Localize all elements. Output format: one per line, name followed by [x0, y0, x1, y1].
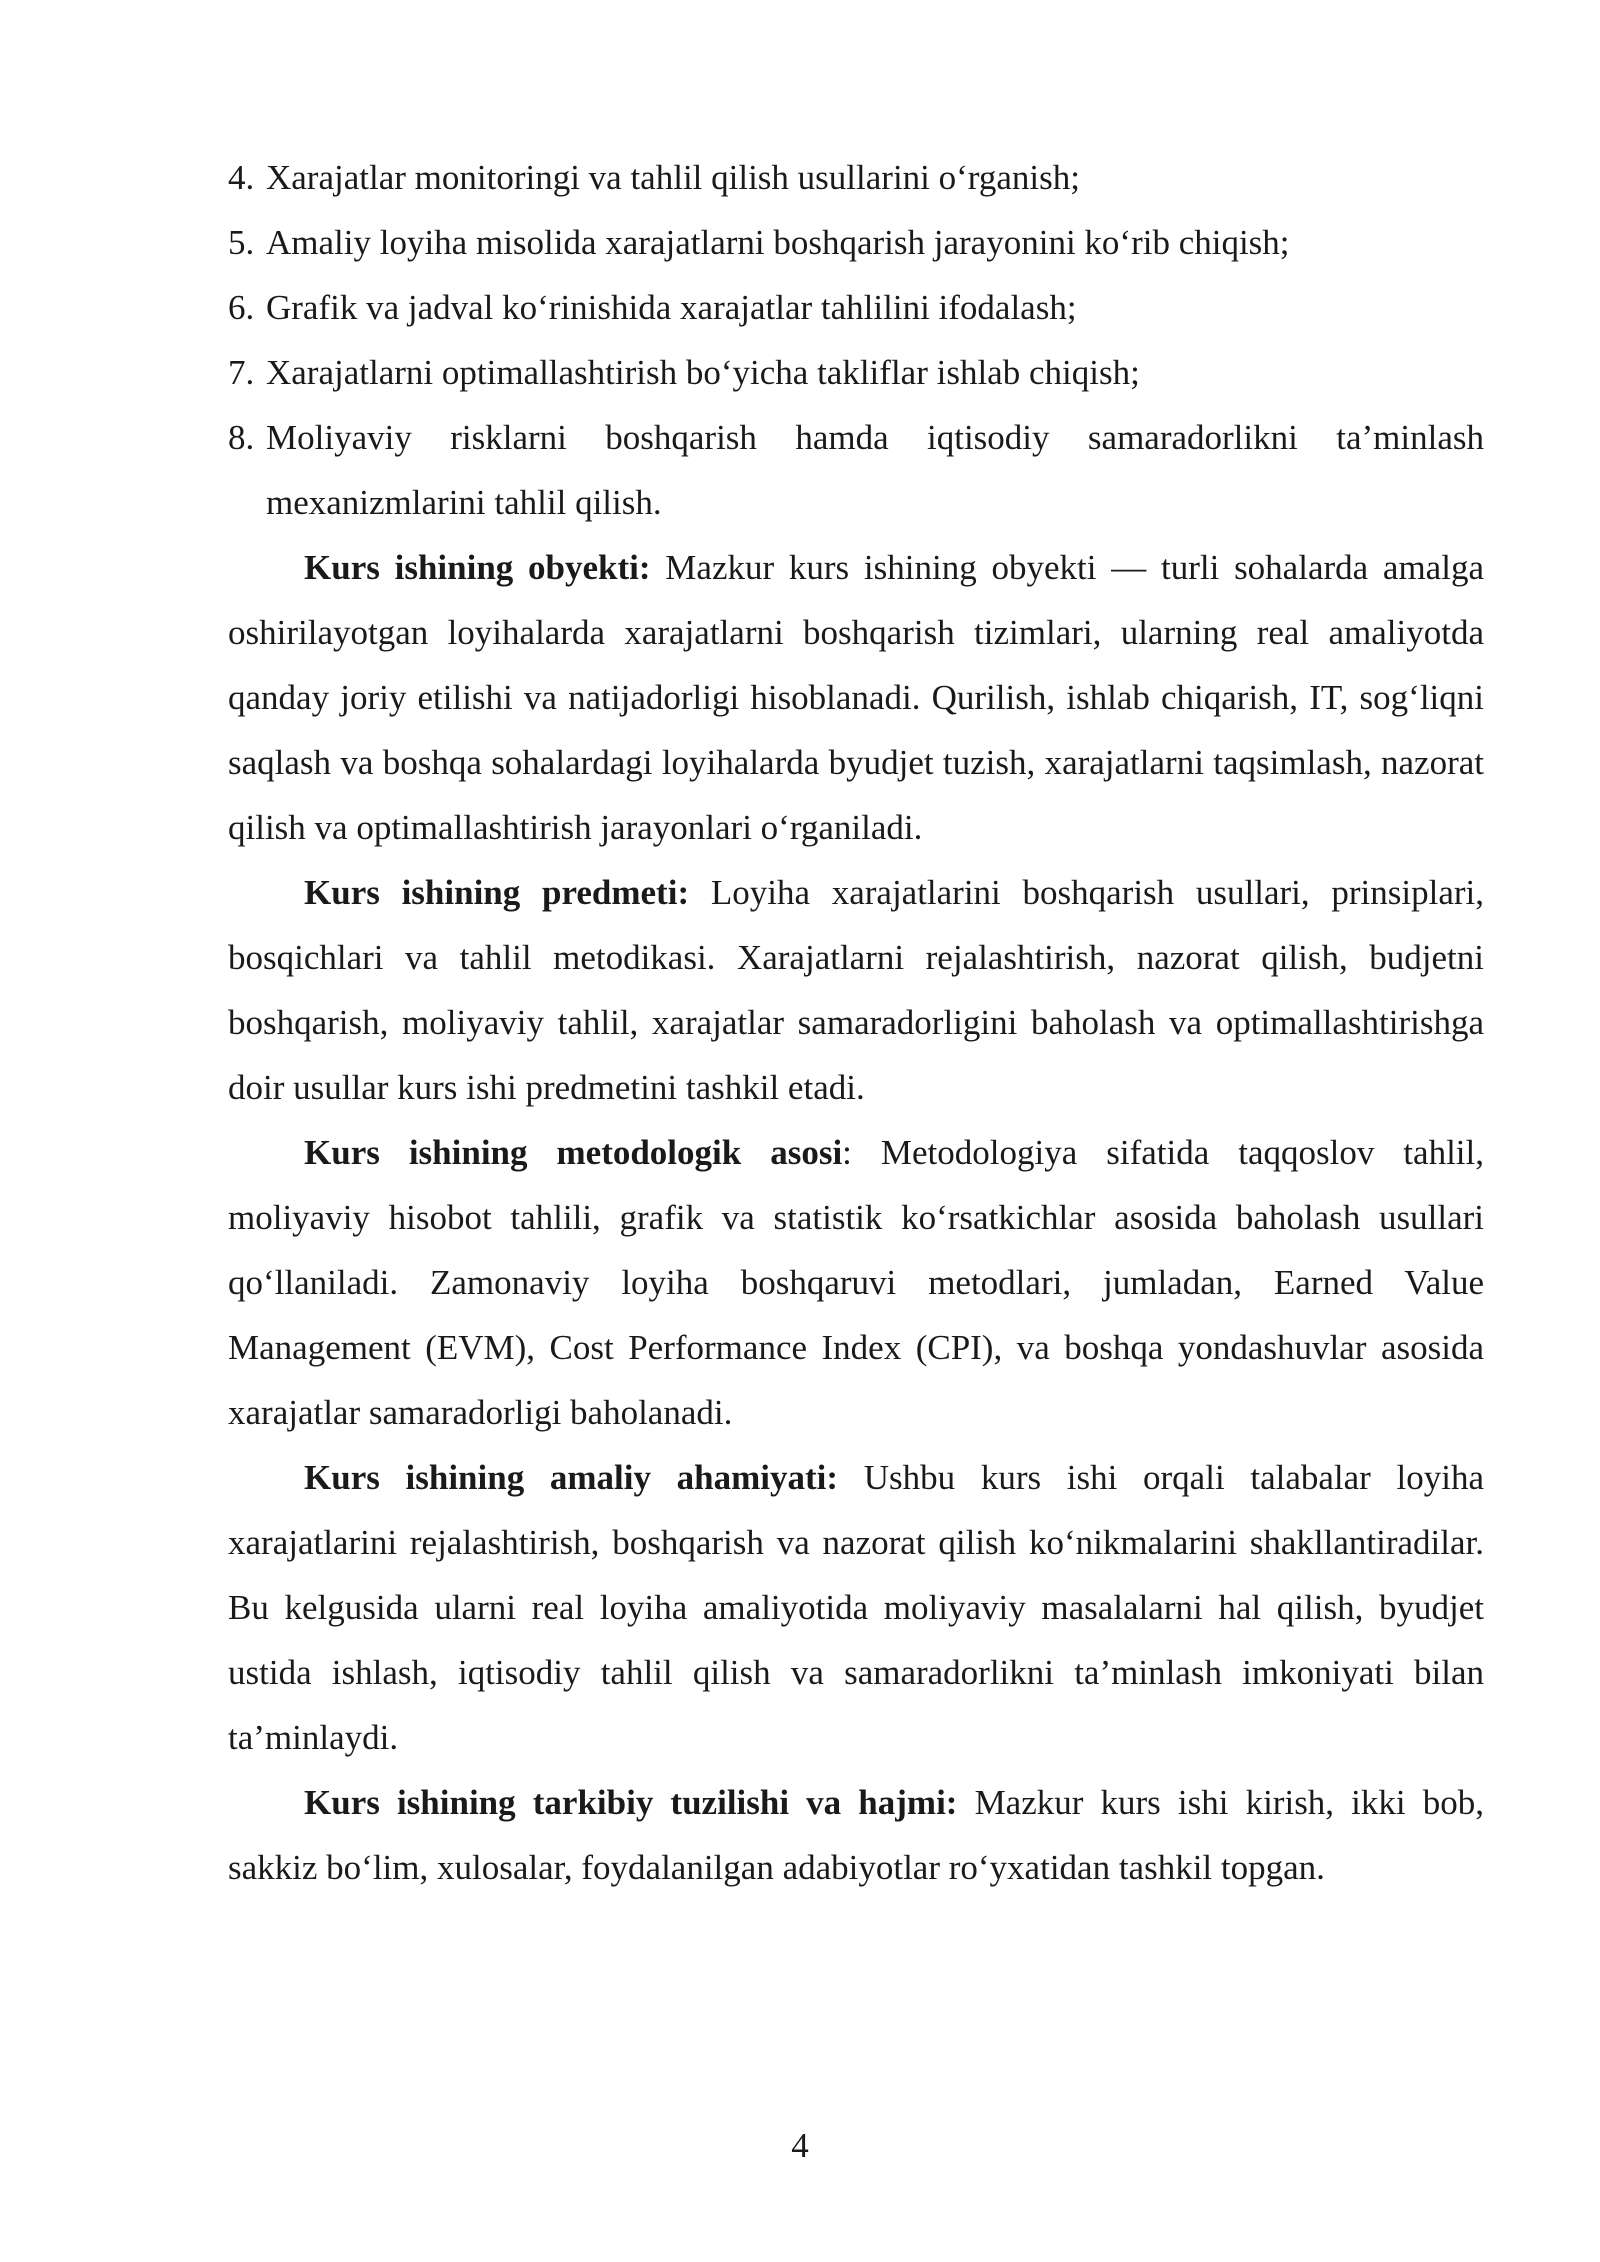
paragraph-heading: Kurs ishining obyekti:: [304, 548, 651, 587]
paragraph-methodology: [228, 1120, 1484, 1445]
list-item: [228, 275, 1484, 340]
paragraph-heading: Kurs ishining tarkibiy tuzilishi va hajmi:: [304, 1783, 958, 1822]
list-item-text: Amaliy loyiha misolida xarajatlarni boshqarish jarayonini ko‘rib chiqish;: [266, 223, 1290, 262]
paragraph-heading: Kurs ishining predmeti:: [304, 873, 690, 912]
list-item: [228, 405, 1484, 535]
list-item-number: 6.: [228, 288, 255, 327]
paragraph-object: [228, 535, 1484, 860]
list-item-text: Xarajatlar monitoringi va tahlil qilish usullarini o‘rganish;: [266, 158, 1080, 197]
paragraph-text: Mazkur kurs ishining obyekti — turli sohalarda amalga oshirilayotgan loyihalarda xarajatlarni boshqarish tizimlari, ularning real amaliyotda qanday joriy etilishi va natijadorligi hisoblanadi. Qurilish, ishlab chiqarish, IT, sog‘liqni saqlash va boshqa sohalardagi loyihalarda byudjet tuzish, xarajatlarni taqsimlash, nazorat qilish va optimallashtirish jarayonlari o‘rganiladi.: [228, 548, 1484, 847]
paragraph-subject: [228, 860, 1484, 1120]
paragraph-heading: Kurs ishining metodologik asosi: [304, 1133, 843, 1172]
list-item-number: 7.: [228, 353, 255, 392]
paragraph-text: : Metodologiya sifatida taqqoslov tahlil, moliyaviy hisobot tahlili, grafik va statistik ko‘rsatkichlar asosida baholash usullari qo‘llaniladi. Zamonaviy loyiha boshqaruvi metodlari, jumladan, Earned Value Management (EVM), Cost Performance Index (CPI), va boshqa yondashuvlar asosida xarajatlar samaradorligi baholanadi.: [228, 1133, 1484, 1432]
paragraph-text: Loyiha xarajatlarini boshqarish usullari, prinsiplari, bosqichlari va tahlil metodikasi. Xarajatlarni rejalashtirish, nazorat qilish, budjetni boshqarish, moliyaviy tahlil, xarajatlar samaradorligini baholash va optimallashtirishga doir usullar kurs ishi predmetini tashkil etadi.: [228, 873, 1484, 1107]
list-item-number: 5.: [228, 223, 255, 262]
paragraph-heading: Kurs ishining amaliy ahamiyati:: [304, 1458, 839, 1497]
page-number: 4: [791, 2126, 809, 2165]
objectives-list: [228, 145, 1484, 535]
document-page: [228, 145, 1484, 1900]
list-item-number: 4.: [228, 158, 255, 197]
list-item-text: Moliyaviy risklarni boshqarish hamda iqtisodiy samaradorlikni ta’minlash mexanizmlarini tahlil qilish.: [266, 418, 1484, 522]
paragraph-text: Ushbu kurs ishi orqali talabalar loyiha xarajatlarini rejalashtirish, boshqarish va nazorat qilish ko‘nikmalarini shakllantiradilar. Bu kelgusida ularni real loyiha amaliyotida moliyaviy masalalarni hal qilish, byudjet ustida ishlash, iqtisodiy tahlil qilish va samaradorlikni ta’minlash imkoniyati bilan ta’minlaydi.: [228, 1458, 1484, 1757]
paragraph-structure: [228, 1770, 1484, 1900]
list-item: [228, 340, 1484, 405]
list-item-text: Grafik va jadval ko‘rinishida xarajatlar tahlilini ifodalash;: [266, 288, 1077, 327]
paragraph-text: Mazkur kurs ishi kirish, ikki bob, sakkiz bo‘lim, xulosalar, foydalanilgan adabiyotlar ro‘yxatidan tashkil topgan.: [228, 1783, 1484, 1887]
list-item-text: Xarajatlarni optimallashtirish bo‘yicha takliflar ishlab chiqish;: [266, 353, 1140, 392]
paragraph-practical-significance: [228, 1445, 1484, 1770]
list-item: [228, 210, 1484, 275]
list-item-number: 8.: [228, 418, 255, 457]
list-item: [228, 145, 1484, 210]
